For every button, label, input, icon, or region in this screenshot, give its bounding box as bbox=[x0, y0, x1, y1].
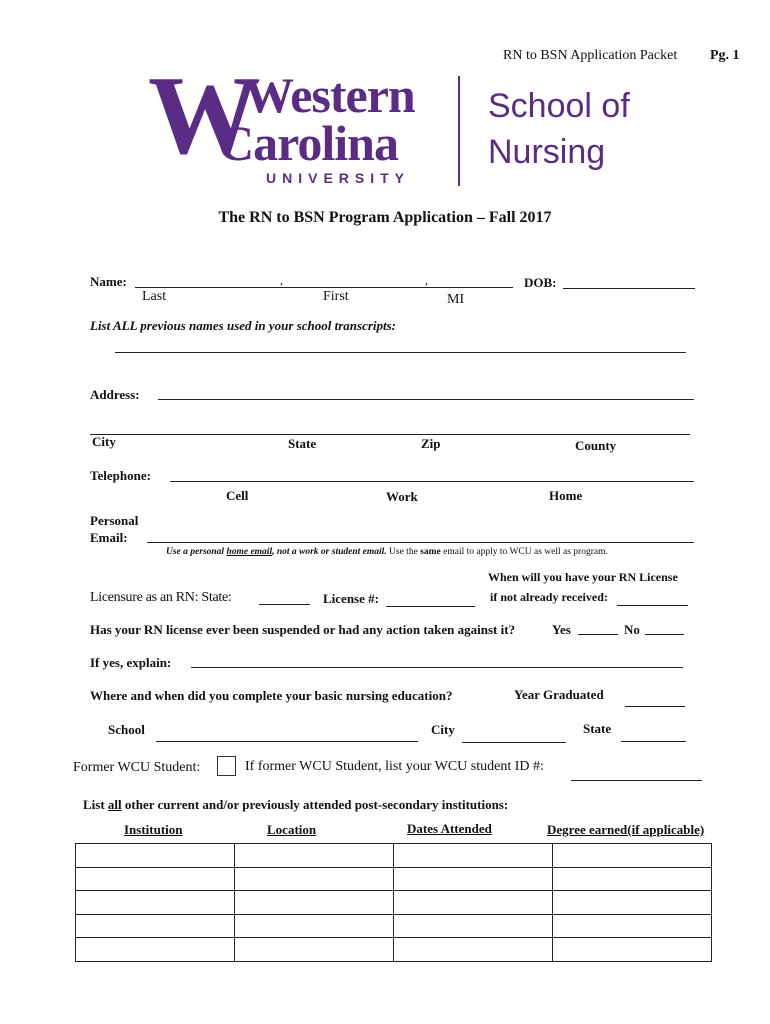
address-input-line[interactable] bbox=[158, 399, 694, 400]
logo-school-of: School of bbox=[488, 87, 630, 125]
page-number: Pg. 1 bbox=[710, 48, 740, 63]
school-label: School bbox=[108, 722, 145, 737]
former-student-checkbox[interactable] bbox=[217, 756, 236, 776]
license-when-line1: When will you have your RN License bbox=[488, 570, 678, 584]
table-row bbox=[76, 914, 712, 938]
no-label: No bbox=[624, 622, 640, 637]
name-comma-2: , bbox=[425, 273, 428, 287]
table-cell[interactable] bbox=[394, 867, 553, 891]
table-cell[interactable] bbox=[553, 938, 712, 962]
year-graduated-input-line[interactable] bbox=[625, 706, 685, 707]
home-caption: Home bbox=[549, 488, 583, 503]
year-graduated-label: Year Graduated bbox=[514, 687, 604, 702]
explain-label: If yes, explain: bbox=[90, 655, 172, 670]
no-input-line[interactable] bbox=[645, 634, 684, 635]
institutions-table bbox=[75, 843, 712, 962]
logo-w-glyph: W bbox=[148, 54, 260, 178]
email-note: Use a personal home email, not a work or student email. Use the same email to apply to WCU as well as program. bbox=[166, 547, 608, 557]
school-input-line[interactable] bbox=[156, 741, 418, 742]
table-cell[interactable] bbox=[76, 844, 235, 868]
education-question: Where and when did you complete your basic nursing education? bbox=[90, 688, 453, 703]
wcu-logo bbox=[148, 54, 648, 191]
student-id-prompt: If former WCU Student, list your WCU student ID #: bbox=[245, 759, 544, 774]
table-cell[interactable] bbox=[394, 844, 553, 868]
city-caption: City bbox=[92, 434, 116, 449]
license-state-input-line[interactable] bbox=[259, 604, 310, 605]
work-caption: Work bbox=[386, 489, 418, 504]
table-cell[interactable] bbox=[394, 938, 553, 962]
county-caption: County bbox=[575, 438, 617, 453]
logo-divider bbox=[458, 76, 460, 186]
table-cell[interactable] bbox=[235, 867, 394, 891]
license-date-input-line[interactable] bbox=[617, 605, 688, 606]
cell-caption: Cell bbox=[226, 488, 249, 503]
edu-state-input-line[interactable] bbox=[621, 741, 686, 742]
table-cell[interactable] bbox=[235, 891, 394, 915]
institutions-prompt: List all other current and/or previously attended post-secondary institutions: bbox=[83, 797, 509, 812]
state-caption: State bbox=[288, 436, 317, 451]
address-line-2[interactable] bbox=[90, 434, 690, 435]
license-number-label: License #: bbox=[323, 591, 379, 606]
yes-input-line[interactable] bbox=[578, 634, 618, 635]
col-header-dates: Dates Attended bbox=[407, 821, 492, 836]
table-row bbox=[76, 891, 712, 915]
table-row bbox=[76, 844, 712, 868]
logo-carolina: Carolina bbox=[218, 115, 398, 171]
logo-university: UNIVERSITY bbox=[266, 170, 411, 186]
table-cell[interactable] bbox=[235, 844, 394, 868]
table-cell[interactable] bbox=[394, 891, 553, 915]
personal-label: Personal bbox=[90, 513, 139, 528]
table-cell[interactable] bbox=[76, 867, 235, 891]
page-title: The RN to BSN Program Application – Fall 2017 bbox=[218, 209, 552, 226]
col-header-institution: Institution bbox=[124, 822, 183, 837]
table-cell[interactable] bbox=[235, 914, 394, 938]
edu-state-label: State bbox=[583, 721, 612, 736]
table-row bbox=[76, 867, 712, 891]
telephone-input-line[interactable] bbox=[170, 481, 694, 482]
table-cell[interactable] bbox=[553, 891, 712, 915]
edu-city-label: City bbox=[431, 722, 455, 737]
explain-input-line[interactable] bbox=[191, 667, 683, 668]
edu-city-input-line[interactable] bbox=[462, 742, 566, 743]
name-input-line[interactable] bbox=[135, 287, 513, 288]
table-cell[interactable] bbox=[553, 844, 712, 868]
previous-names-label: List ALL previous names used in your school transcripts: bbox=[90, 318, 397, 333]
table-cell[interactable] bbox=[235, 938, 394, 962]
mi-caption: MI bbox=[447, 292, 465, 307]
col-header-degree: Degree earned(if applicable) bbox=[547, 822, 705, 837]
table-cell[interactable] bbox=[394, 914, 553, 938]
dob-input-line[interactable] bbox=[563, 288, 695, 289]
table-cell[interactable] bbox=[553, 867, 712, 891]
table-row bbox=[76, 938, 712, 962]
name-comma-1: , bbox=[280, 273, 283, 287]
zip-caption: Zip bbox=[421, 436, 441, 451]
table-cell[interactable] bbox=[76, 938, 235, 962]
logo-western: Western bbox=[244, 67, 415, 123]
logo-nursing: Nursing bbox=[488, 133, 606, 171]
suspended-question: Has your RN license ever been suspended or had any action taken against it? bbox=[90, 622, 516, 637]
license-number-input-line[interactable] bbox=[386, 606, 475, 607]
previous-names-input-line[interactable] bbox=[115, 352, 686, 353]
licensure-state-label: Licensure as an RN: State: bbox=[90, 590, 232, 605]
email-label: Email: bbox=[90, 530, 128, 545]
col-header-location: Location bbox=[267, 822, 317, 837]
former-student-label: Former WCU Student: bbox=[73, 760, 201, 775]
license-when-line2: if not already received: bbox=[490, 590, 608, 604]
first-name-caption: First bbox=[323, 289, 349, 304]
student-id-input-line[interactable] bbox=[571, 780, 702, 781]
telephone-label: Telephone: bbox=[90, 468, 151, 483]
table-cell[interactable] bbox=[76, 914, 235, 938]
address-label: Address: bbox=[90, 387, 140, 402]
yes-label: Yes bbox=[552, 622, 571, 637]
email-input-line[interactable] bbox=[147, 542, 694, 543]
table-cell[interactable] bbox=[553, 914, 712, 938]
last-name-caption: Last bbox=[142, 289, 167, 304]
packet-title: RN to BSN Application Packet bbox=[503, 48, 678, 63]
table-cell[interactable] bbox=[76, 891, 235, 915]
dob-label: DOB: bbox=[524, 275, 557, 290]
name-label: Name: bbox=[90, 274, 127, 289]
